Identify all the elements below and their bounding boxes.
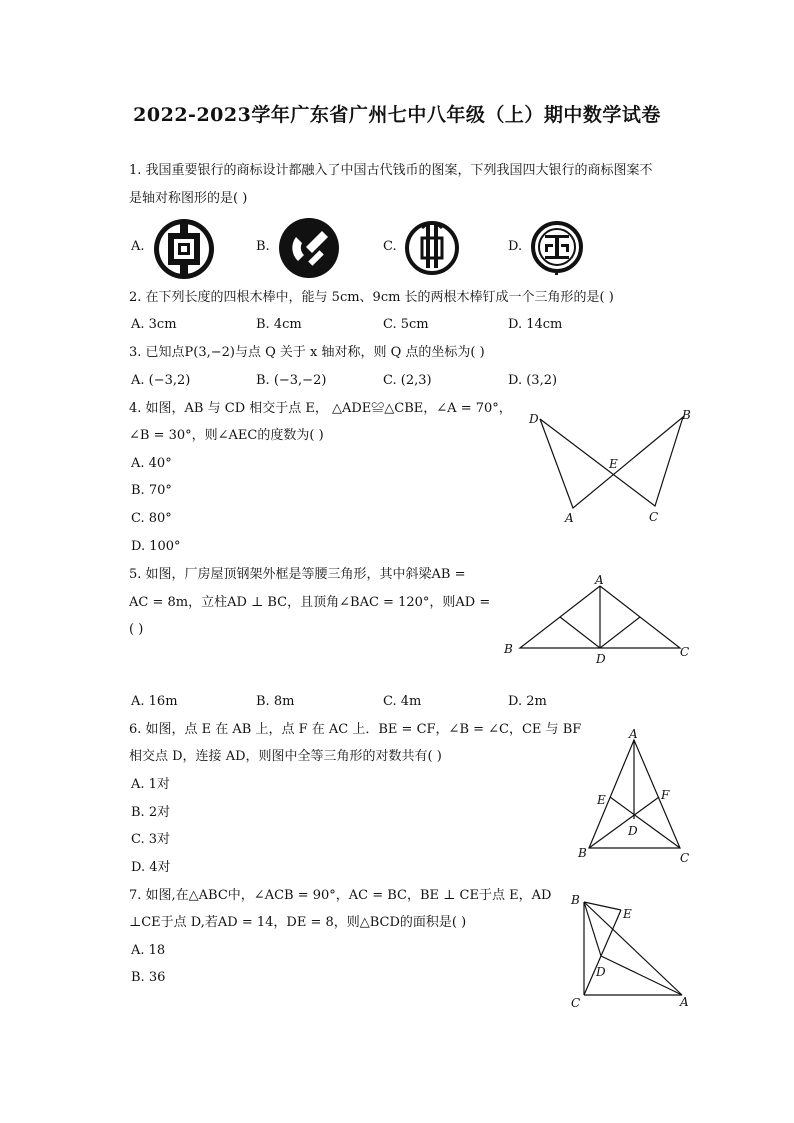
q6-label-e: E	[597, 793, 606, 807]
q6-option-a: A. 1对	[131, 777, 170, 792]
q1-option-b-label: B.	[256, 239, 270, 254]
q6-option-b: B. 2对	[131, 805, 171, 820]
q3-option-a: A. (−3,2)	[131, 373, 191, 388]
bank-logo-coin-bars-icon	[404, 218, 460, 276]
q5-label-a: A	[595, 573, 604, 587]
q5-figure-roof-truss	[500, 572, 700, 667]
q4-option-d: D. 100°	[131, 539, 181, 554]
q4-label-c: C	[649, 510, 659, 524]
q3-stem: 3. 已知点P(3,−2)与点 Q 关于 x 轴对称，则 Q 点的坐标为( )	[129, 345, 485, 360]
q6-label-d: D	[628, 824, 638, 838]
q1-stem-line1: 1. 我国重要银行的商标设计都融入了中国古代钱币的图案，下列我国四大银行的商标图案不	[129, 163, 653, 178]
q7-label-b: B	[571, 893, 580, 907]
q5-option-b: B. 8m	[256, 694, 295, 709]
q5-option-c: C. 4m	[383, 694, 422, 709]
q1-option-a-label: A.	[131, 239, 145, 254]
q7-option-a: A. 18	[131, 943, 166, 958]
q7-figure-right-triangle	[566, 890, 701, 1015]
q3-option-c: C. (2,3)	[383, 373, 432, 388]
q4-stem-line1: 4. 如图，AB 与 CD 相交于点 E， △ADE≌△CBE，∠A = 70°，	[129, 401, 512, 416]
q7-label-a: A	[680, 995, 689, 1009]
q1-option-d-label: D.	[508, 239, 523, 254]
q6-figure-triangle	[572, 725, 697, 870]
bank-logo-gong-icon	[530, 220, 584, 276]
q5-option-a: A. 16m	[131, 694, 178, 709]
q4-label-b: B	[682, 408, 691, 422]
q5-option-d: D. 2m	[508, 694, 547, 709]
q3-option-b: B. (−3,−2)	[256, 373, 327, 388]
q2-option-d: D. 14cm	[508, 317, 563, 332]
q2-option-b: B. 4cm	[256, 317, 302, 332]
q7-label-e: E	[623, 907, 632, 921]
q4-option-b: B. 70°	[131, 483, 172, 498]
q7-stem-line1: 7. 如图,在△ABC中，∠ACB = 90°，AC = BC，BE ⊥ CE于点 E，AD	[129, 888, 552, 903]
q5-label-d: D	[596, 652, 606, 666]
q6-option-c: C. 3对	[131, 832, 171, 847]
q2-option-c: C. 5cm	[383, 317, 429, 332]
q1-stem-line2: 是轴对称图形的是( )	[129, 191, 248, 206]
q7-label-c: C	[571, 996, 581, 1010]
q7-label-d: D	[596, 965, 606, 979]
q7-stem-line2: ⊥CE于点 D,若AD = 14，DE = 8，则△BCD的面积是( )	[129, 915, 467, 930]
q5-label-c: C	[680, 645, 690, 659]
q5-stem-line3: ( )	[129, 622, 144, 637]
q4-stem-line2: ∠B = 30°，则∠AEC的度数为( )	[129, 428, 324, 443]
q5-label-b: B	[504, 642, 513, 656]
q6-label-a: A	[629, 727, 638, 741]
q2-option-a: A. 3cm	[131, 317, 177, 332]
q4-option-a: A. 40°	[131, 456, 172, 471]
q2-stem: 2. 在下列长度的四根木棒中，能与 5cm、9cm 长的两根木棒钉成一个三角形的是( )	[129, 290, 614, 305]
q4-figure-bowtie	[525, 405, 695, 530]
bank-logo-c-shape-icon	[278, 217, 340, 279]
q3-option-d: D. (3,2)	[508, 373, 558, 388]
q4-option-c: C. 80°	[131, 511, 172, 526]
q5-stem-line1: 5. 如图，厂房屋顶钢架外框是等腰三角形，其中斜梁AB =	[129, 567, 466, 582]
q1-option-c-label: C.	[383, 239, 397, 254]
bank-logo-square-coin-icon	[152, 217, 216, 281]
q4-label-a: A	[565, 511, 574, 525]
q6-stem-line1: 6. 如图，点 E 在 AB 上，点 F 在 AC 上．BE = CF，∠B = ∠C，CE 与 BF	[129, 722, 582, 737]
q6-label-f: F	[661, 788, 670, 802]
q4-label-d: D	[529, 412, 539, 426]
page-title: 2022-2023学年广东省广州七中八年级（上）期中数学试卷	[133, 104, 661, 126]
q7-option-b: B. 36	[131, 970, 166, 985]
q6-label-b: B	[578, 846, 587, 860]
q5-stem-line2: AC = 8m，立柱AD ⊥ BC，且顶角∠BAC = 120°，则AD =	[129, 595, 491, 610]
q6-stem-line2: 相交点 D，连接 AD，则图中全等三角形的对数共有( )	[129, 749, 442, 764]
q4-label-e: E	[609, 457, 618, 471]
q6-option-d: D. 4对	[131, 860, 171, 875]
q6-label-c: C	[680, 851, 690, 865]
